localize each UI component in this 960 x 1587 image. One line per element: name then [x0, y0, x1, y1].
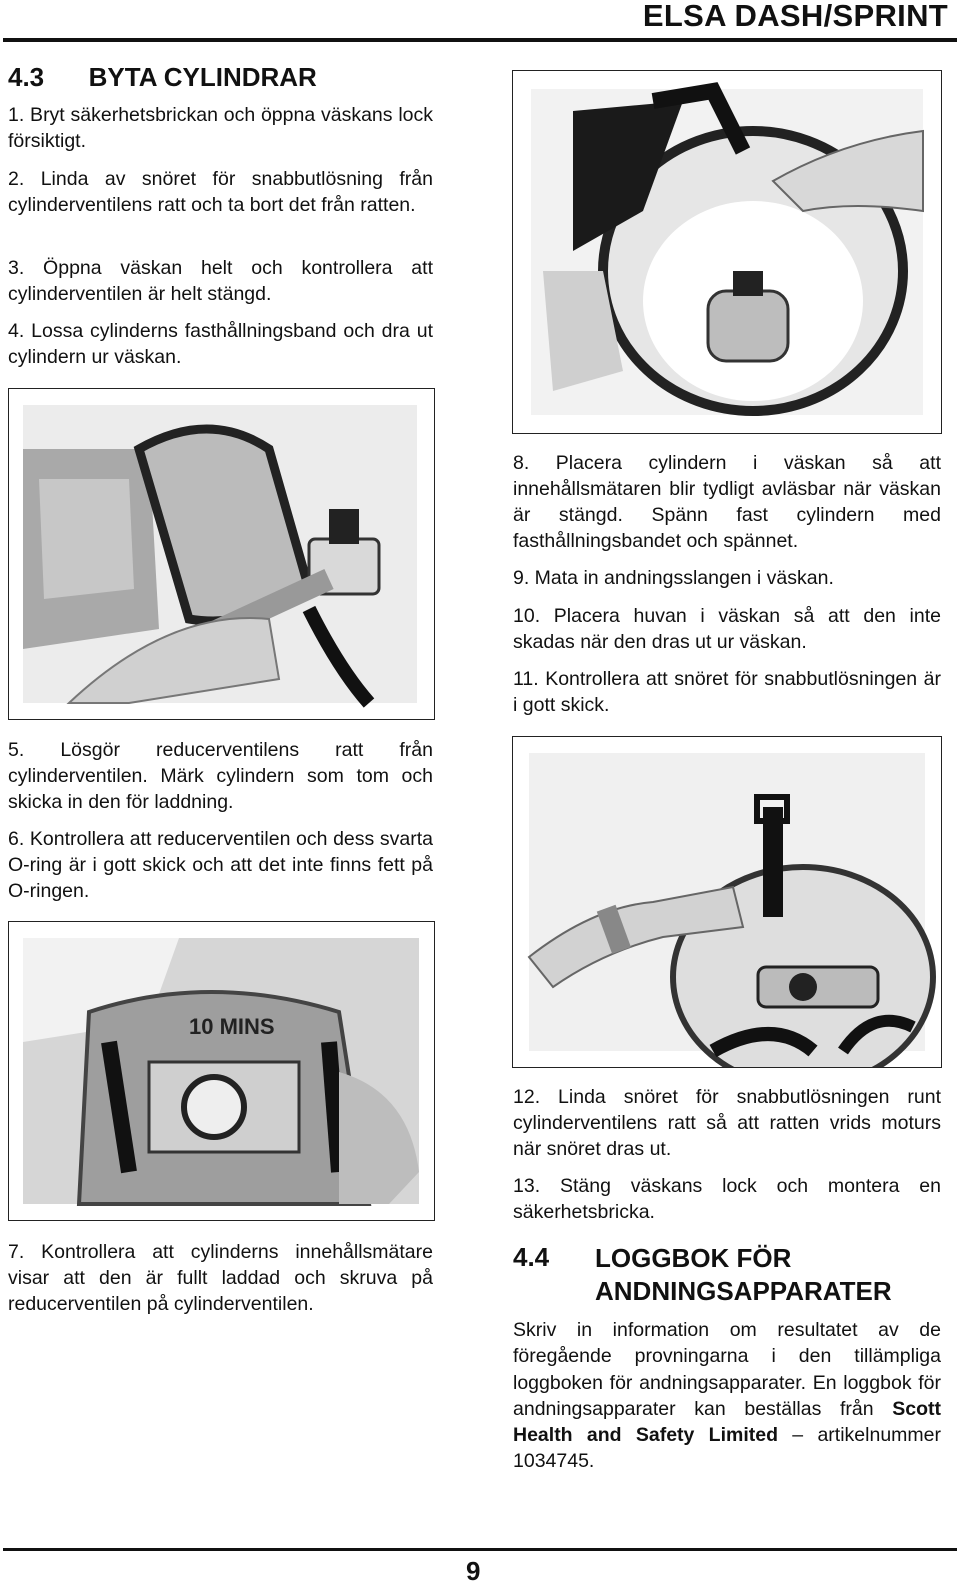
step-3: 3. Öppna väskan helt och kontrollera att cylinderventilen är helt stängd. — [8, 257, 433, 305]
step-7: 7. Kontrollera att cylinderns innehållsmätare visar att den är fullt laddad och skruva på reducerventilen på cylinderventilen. — [8, 1241, 433, 1315]
section-heading-4-4 — [513, 1242, 549, 1273]
step-6: 6. Kontrollera att reducerventilen och dess svarta O-ring är i gott skick och att det inte finns fett på O-ringen. — [8, 828, 433, 902]
section-title-4-4 — [595, 1242, 892, 1308]
figure-cord-winding — [512, 736, 942, 1068]
section-heading-4-3 — [8, 62, 317, 93]
step-8: 8. Placera cylindern i väskan så att innehållsmätaren blir tydligt avläsbar när väskan är stängd. Spänn fast cylindern med fasthållningsbandet och spännet. — [513, 452, 941, 552]
logbook-text-post: – artikelnummer 1034745. — [513, 1424, 941, 1473]
page-number: 9 — [466, 1556, 481, 1586]
company-name: Scott Health and Safety Limited — [513, 1397, 941, 1447]
photo-cord-winding — [513, 737, 941, 1067]
figure-bag-gauge — [8, 921, 435, 1221]
photo-regulator-removal — [9, 389, 434, 719]
logbook-text-pre: Skriv in information om resultatet av de föregående provningarna i den tillämpliga loggboken för andningsapparater. En loggbok för andningsapparater kan beställas från — [513, 1319, 941, 1420]
step-11: 11. Kontrollera att snöret för snabbutlösningen är i gott skick. — [513, 668, 941, 716]
section-number: 4.3 — [8, 62, 45, 92]
step-5: 5. Lösgör reducerventilens ratt från cylinderventilen. Märk cylindern som tom och skicka in den för laddning. — [8, 739, 433, 813]
step-12: 12. Linda snöret för snabbutlösningen runt cylinderventilens ratt så att ratten vrids moturs när snöret dras ut. — [513, 1086, 941, 1160]
logbook-paragraph — [513, 1317, 941, 1475]
step-10: 10. Placera huvan i väskan så att den inte skadas när den dras ut ur väskan. — [513, 605, 941, 653]
step-2: 2. Linda av snöret för snabbutlösning från cylinderventilens ratt och ta bort det från ratten. — [8, 168, 433, 216]
step-4: 4. Lossa cylinderns fasthållningsband och dra ut cylindern ur väskan. — [8, 320, 433, 368]
figure-open-bag — [512, 70, 942, 434]
header-rule — [3, 38, 957, 42]
section-title: BYTA CYLINDRAR — [88, 62, 317, 92]
section-number: 4.4 — [513, 1242, 550, 1272]
photo-bag-gauge — [9, 922, 434, 1220]
step-9: 9. Mata in andningsslangen i väskan. — [513, 567, 834, 589]
footer-rule — [3, 1548, 957, 1551]
photo-open-bag — [513, 71, 941, 433]
figure-regulator-removal — [8, 388, 435, 720]
document-header-title: ELSA DASH/SPRINT — [642, 0, 948, 33]
section-title-line1: LOGGBOK FÖR — [595, 1243, 792, 1273]
bag-label-text: 10 MINS — [189, 1014, 275, 1039]
step-13: 13. Stäng väskans lock och montera en säkerhetsbricka. — [513, 1175, 941, 1223]
section-title-line2: ANDNINGSAPPARATER — [595, 1276, 892, 1306]
step-1: 1. Bryt säkerhetsbrickan och öppna väskans lock försiktigt. — [8, 104, 433, 152]
